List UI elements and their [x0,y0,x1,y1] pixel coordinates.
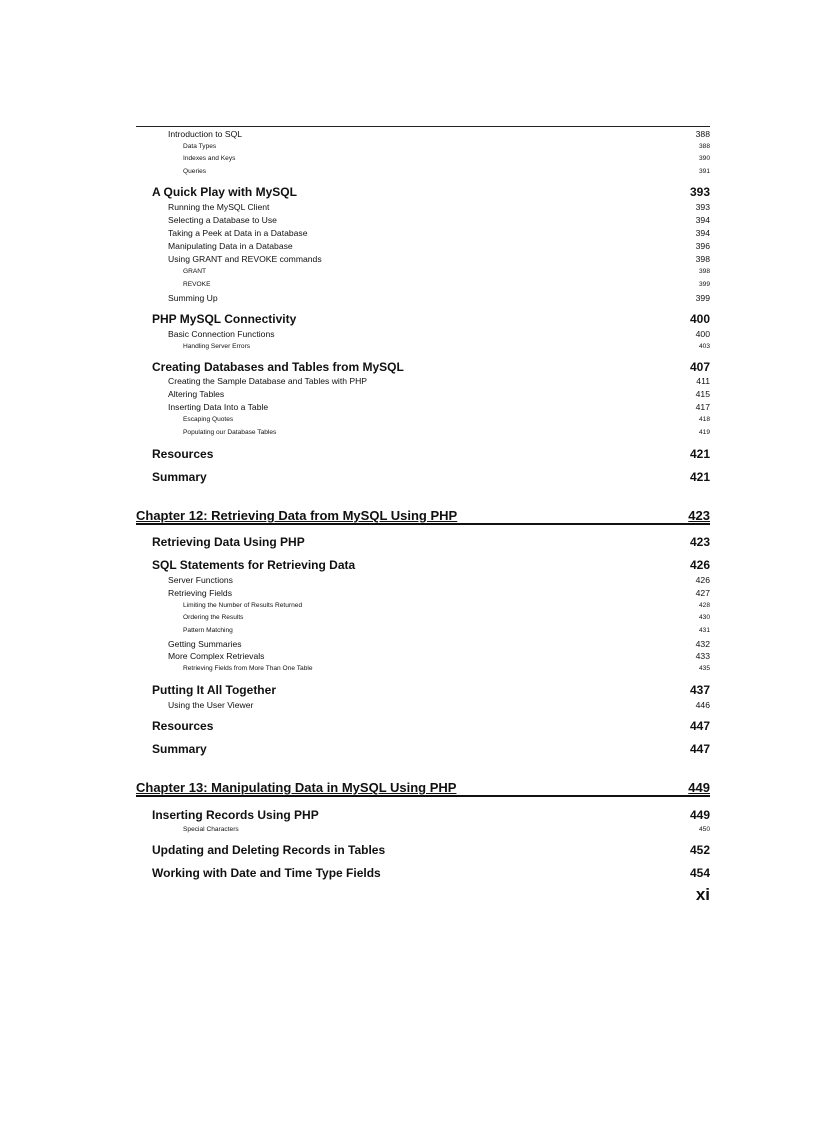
entry-title: Getting Summaries [168,639,242,649]
entry-page: 426 [695,575,710,585]
entry-page: 388 [698,143,710,150]
toc-entry [136,826,710,833]
toc-entry [136,575,710,585]
toc-entry [136,241,710,251]
entry-title: SQL Statements for Retrieving Data [152,558,356,572]
entry-page: 391 [698,168,710,175]
entry-page: 427 [695,588,710,598]
entry-title: Indexes and Keys [183,155,236,162]
entry-title: Data Types [183,143,217,150]
chapter-rule [136,523,710,525]
entry-title: Selecting a Database to Use [168,215,277,225]
toc-entry [136,268,710,275]
entry-page: 419 [698,429,710,436]
entry-page: 396 [695,241,710,251]
entry-title: Retrieving Data Using PHP [152,535,305,549]
toc-section [136,470,710,484]
toc-entry [136,376,710,386]
entry-title: Altering Tables [168,389,225,399]
toc-entry [136,215,710,225]
entry-page: 393 [689,185,710,199]
entry-title: Ordering the Results [183,614,244,621]
entry-page: 450 [698,826,710,833]
entry-title: Retrieving Fields [168,588,232,598]
toc-entry [136,129,710,139]
entry-title: Resources [152,447,214,461]
entry-page: 403 [698,343,710,350]
chapter-page: 449 [688,780,710,795]
entry-page: 437 [689,683,710,697]
entry-page: 452 [689,843,710,857]
chapter-12-heading [136,508,710,523]
entry-title: Resources [152,719,214,733]
toc-entry [136,143,710,150]
entry-page: 388 [695,129,710,139]
toc-entry [136,293,710,303]
toc-section [136,558,710,572]
toc-section [136,185,710,199]
entry-title: Pattern Matching [183,627,233,634]
entry-page: 398 [695,254,710,264]
entry-title: Special Characters [183,826,239,833]
entry-page: 400 [695,329,710,339]
toc-entry [136,627,710,634]
entry-title: Using GRANT and REVOKE commands [168,254,322,264]
toc-section [136,360,710,374]
entry-page: 447 [689,719,710,733]
entry-title: Creating Databases and Tables from MySQL [152,360,404,374]
entry-page: 417 [695,402,710,412]
entry-title: Putting It All Together [152,683,276,697]
toc-section [136,808,710,822]
toc-entry [136,343,710,350]
toc-entry [136,639,710,649]
entry-page: 430 [698,614,710,621]
chapter-13-heading [136,780,710,795]
toc-entry [136,228,710,238]
entry-page: 399 [695,293,710,303]
toc-entry [136,416,710,423]
toc-section [136,447,710,461]
entry-page: 449 [689,808,710,822]
entry-page: 407 [689,360,710,374]
toc-section [136,683,710,697]
toc-entry [136,168,710,175]
toc-section [136,535,710,549]
entry-page: 435 [698,665,710,672]
entry-title: Updating and Deleting Records in Tables [152,843,386,857]
entry-page: 393 [695,202,710,212]
entry-title: Handling Server Errors [183,343,251,350]
toc-entry [136,651,710,661]
entry-page: 426 [689,558,710,572]
toc-entry [136,389,710,399]
entry-title: Summary [152,742,207,756]
toc-entry [136,429,710,436]
entry-title: GRANT [183,268,207,275]
entry-page: 428 [698,602,710,609]
entry-page: 421 [689,447,710,461]
chapter-title: Chapter 13: Manipulating Data in MySQL Using PHP [136,780,457,795]
chapter-page: 423 [688,508,710,523]
toc-entry [136,614,710,621]
entry-title: REVOKE [183,281,211,288]
toc-entry [136,602,710,609]
entry-title: Summary [152,470,207,484]
entry-title: Using the User Viewer [168,700,254,710]
toc-section [136,866,710,880]
entry-page: 454 [689,866,710,880]
entry-title: Inserting Records Using PHP [152,808,319,822]
entry-title: PHP MySQL Connectivity [152,312,297,326]
entry-title: Introduction to SQL [168,129,243,139]
entry-page: 398 [698,268,710,275]
toc-entry [136,402,710,412]
toc-entry [136,254,710,264]
entry-title: Taking a Peek at Data in a Database [168,228,308,238]
entry-title: Server Functions [168,575,233,585]
entry-title: Inserting Data Into a Table [168,402,269,412]
entry-page: 433 [695,651,710,661]
page-folio: xi [695,885,710,904]
entry-title: Basic Connection Functions [168,329,275,339]
toc-entry [136,665,710,672]
toc-section [136,843,710,857]
entry-page: 411 [696,376,710,386]
entry-page: 446 [695,700,710,710]
top-rule [136,126,710,127]
entry-title: Populating our Database Tables [183,429,277,436]
chapter-rule [136,795,710,797]
entry-title: Queries [183,168,207,175]
toc-entry [136,329,710,339]
entry-page: 432 [695,639,710,649]
entry-title: Summing Up [168,293,218,303]
entry-page: 394 [695,228,710,238]
entry-page: 431 [698,627,710,634]
entry-page: 415 [695,389,710,399]
entry-page: 394 [695,215,710,225]
entry-page: 423 [689,535,710,549]
toc-entry [136,588,710,598]
toc-entry [136,700,710,710]
entry-page: 447 [689,742,710,756]
entry-title: Working with Date and Time Type Fields [152,866,381,880]
entry-page: 400 [689,312,710,326]
chapter-title: Chapter 12: Retrieving Data from MySQL Using PHP [136,508,458,523]
toc-entry [136,155,710,162]
toc-section [136,312,710,326]
entry-title: More Complex Retrievals [168,651,265,661]
entry-title: Limiting the Number of Results Returned [183,602,303,609]
toc-section [136,742,710,756]
toc-entry [136,202,710,212]
entry-page: 399 [698,281,710,288]
entry-title: A Quick Play with MySQL [152,185,297,199]
entry-page: 421 [689,470,710,484]
entry-page: 418 [698,416,710,423]
entry-title: Retrieving Fields from More Than One Table [183,665,313,672]
toc-section [136,719,710,733]
entry-title: Creating the Sample Database and Tables with PHP [168,376,368,386]
entry-title: Escaping Quotes [183,416,234,423]
entry-title: Running the MySQL Client [168,202,270,212]
entry-title: Manipulating Data in a Database [168,241,293,251]
entry-page: 390 [698,155,710,162]
toc-entry [136,281,710,288]
